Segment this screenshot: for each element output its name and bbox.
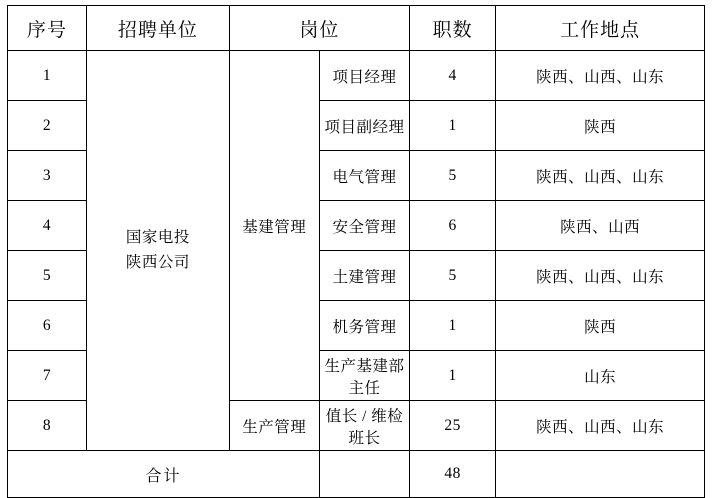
post-name: 项目副经理 bbox=[319, 101, 409, 151]
post-name: 土建管理 bbox=[319, 251, 409, 301]
post-name: 电气管理 bbox=[319, 151, 409, 201]
table-body bbox=[8, 51, 705, 498]
row-no: 3 bbox=[8, 151, 87, 201]
unit-name-line1: 国家电投 bbox=[125, 229, 190, 247]
post-category-production: 生产管理 bbox=[229, 401, 319, 451]
post-count: 1 bbox=[410, 101, 496, 151]
total-location-blank bbox=[496, 451, 705, 498]
work-location: 陕西、山西 bbox=[496, 201, 705, 251]
total-post-blank bbox=[319, 451, 409, 498]
header-row bbox=[8, 6, 705, 51]
total-row bbox=[8, 451, 705, 498]
post-category-construction: 基建管理 bbox=[229, 51, 319, 401]
recruitment-table bbox=[7, 5, 705, 498]
column-header-no: 序号 bbox=[8, 6, 87, 51]
row-no: 4 bbox=[8, 201, 87, 251]
post-count: 1 bbox=[410, 351, 496, 401]
total-label: 合计 bbox=[8, 451, 320, 498]
post-count: 25 bbox=[410, 401, 496, 451]
recruiting-unit-cell bbox=[87, 51, 230, 451]
post-name: 安全管理 bbox=[319, 201, 409, 251]
post-count: 6 bbox=[410, 201, 496, 251]
column-header-unit: 招聘单位 bbox=[87, 6, 230, 51]
row-no: 6 bbox=[8, 301, 87, 351]
work-location: 陕西、山西、山东 bbox=[496, 251, 705, 301]
post-count: 1 bbox=[410, 301, 496, 351]
document-page bbox=[0, 5, 713, 498]
post-count: 4 bbox=[410, 51, 496, 101]
work-location: 陕西、山西、山东 bbox=[496, 151, 705, 201]
row-no: 1 bbox=[8, 51, 87, 101]
column-header-location: 工作地点 bbox=[496, 6, 705, 51]
row-no: 7 bbox=[8, 351, 87, 401]
total-count: 48 bbox=[410, 451, 496, 498]
column-header-post: 岗位 bbox=[229, 6, 409, 51]
row-no: 8 bbox=[8, 401, 87, 451]
post-name: 机务管理 bbox=[319, 301, 409, 351]
table-header bbox=[8, 6, 705, 51]
work-location: 陕西 bbox=[496, 101, 705, 151]
row-no: 5 bbox=[8, 251, 87, 301]
post-name: 生产基建部主任 bbox=[319, 351, 409, 401]
post-name: 项目经理 bbox=[319, 51, 409, 101]
post-name: 值长 / 维检班长 bbox=[319, 401, 409, 451]
work-location: 陕西、山西、山东 bbox=[496, 51, 705, 101]
post-count: 5 bbox=[410, 151, 496, 201]
column-header-number: 职数 bbox=[410, 6, 496, 51]
table-row bbox=[8, 51, 705, 101]
post-count: 5 bbox=[410, 251, 496, 301]
unit-name-line2: 陕西公司 bbox=[125, 253, 190, 271]
work-location: 陕西、山西、山东 bbox=[496, 401, 705, 451]
work-location: 山东 bbox=[496, 351, 705, 401]
row-no: 2 bbox=[8, 101, 87, 151]
work-location: 陕西 bbox=[496, 301, 705, 351]
